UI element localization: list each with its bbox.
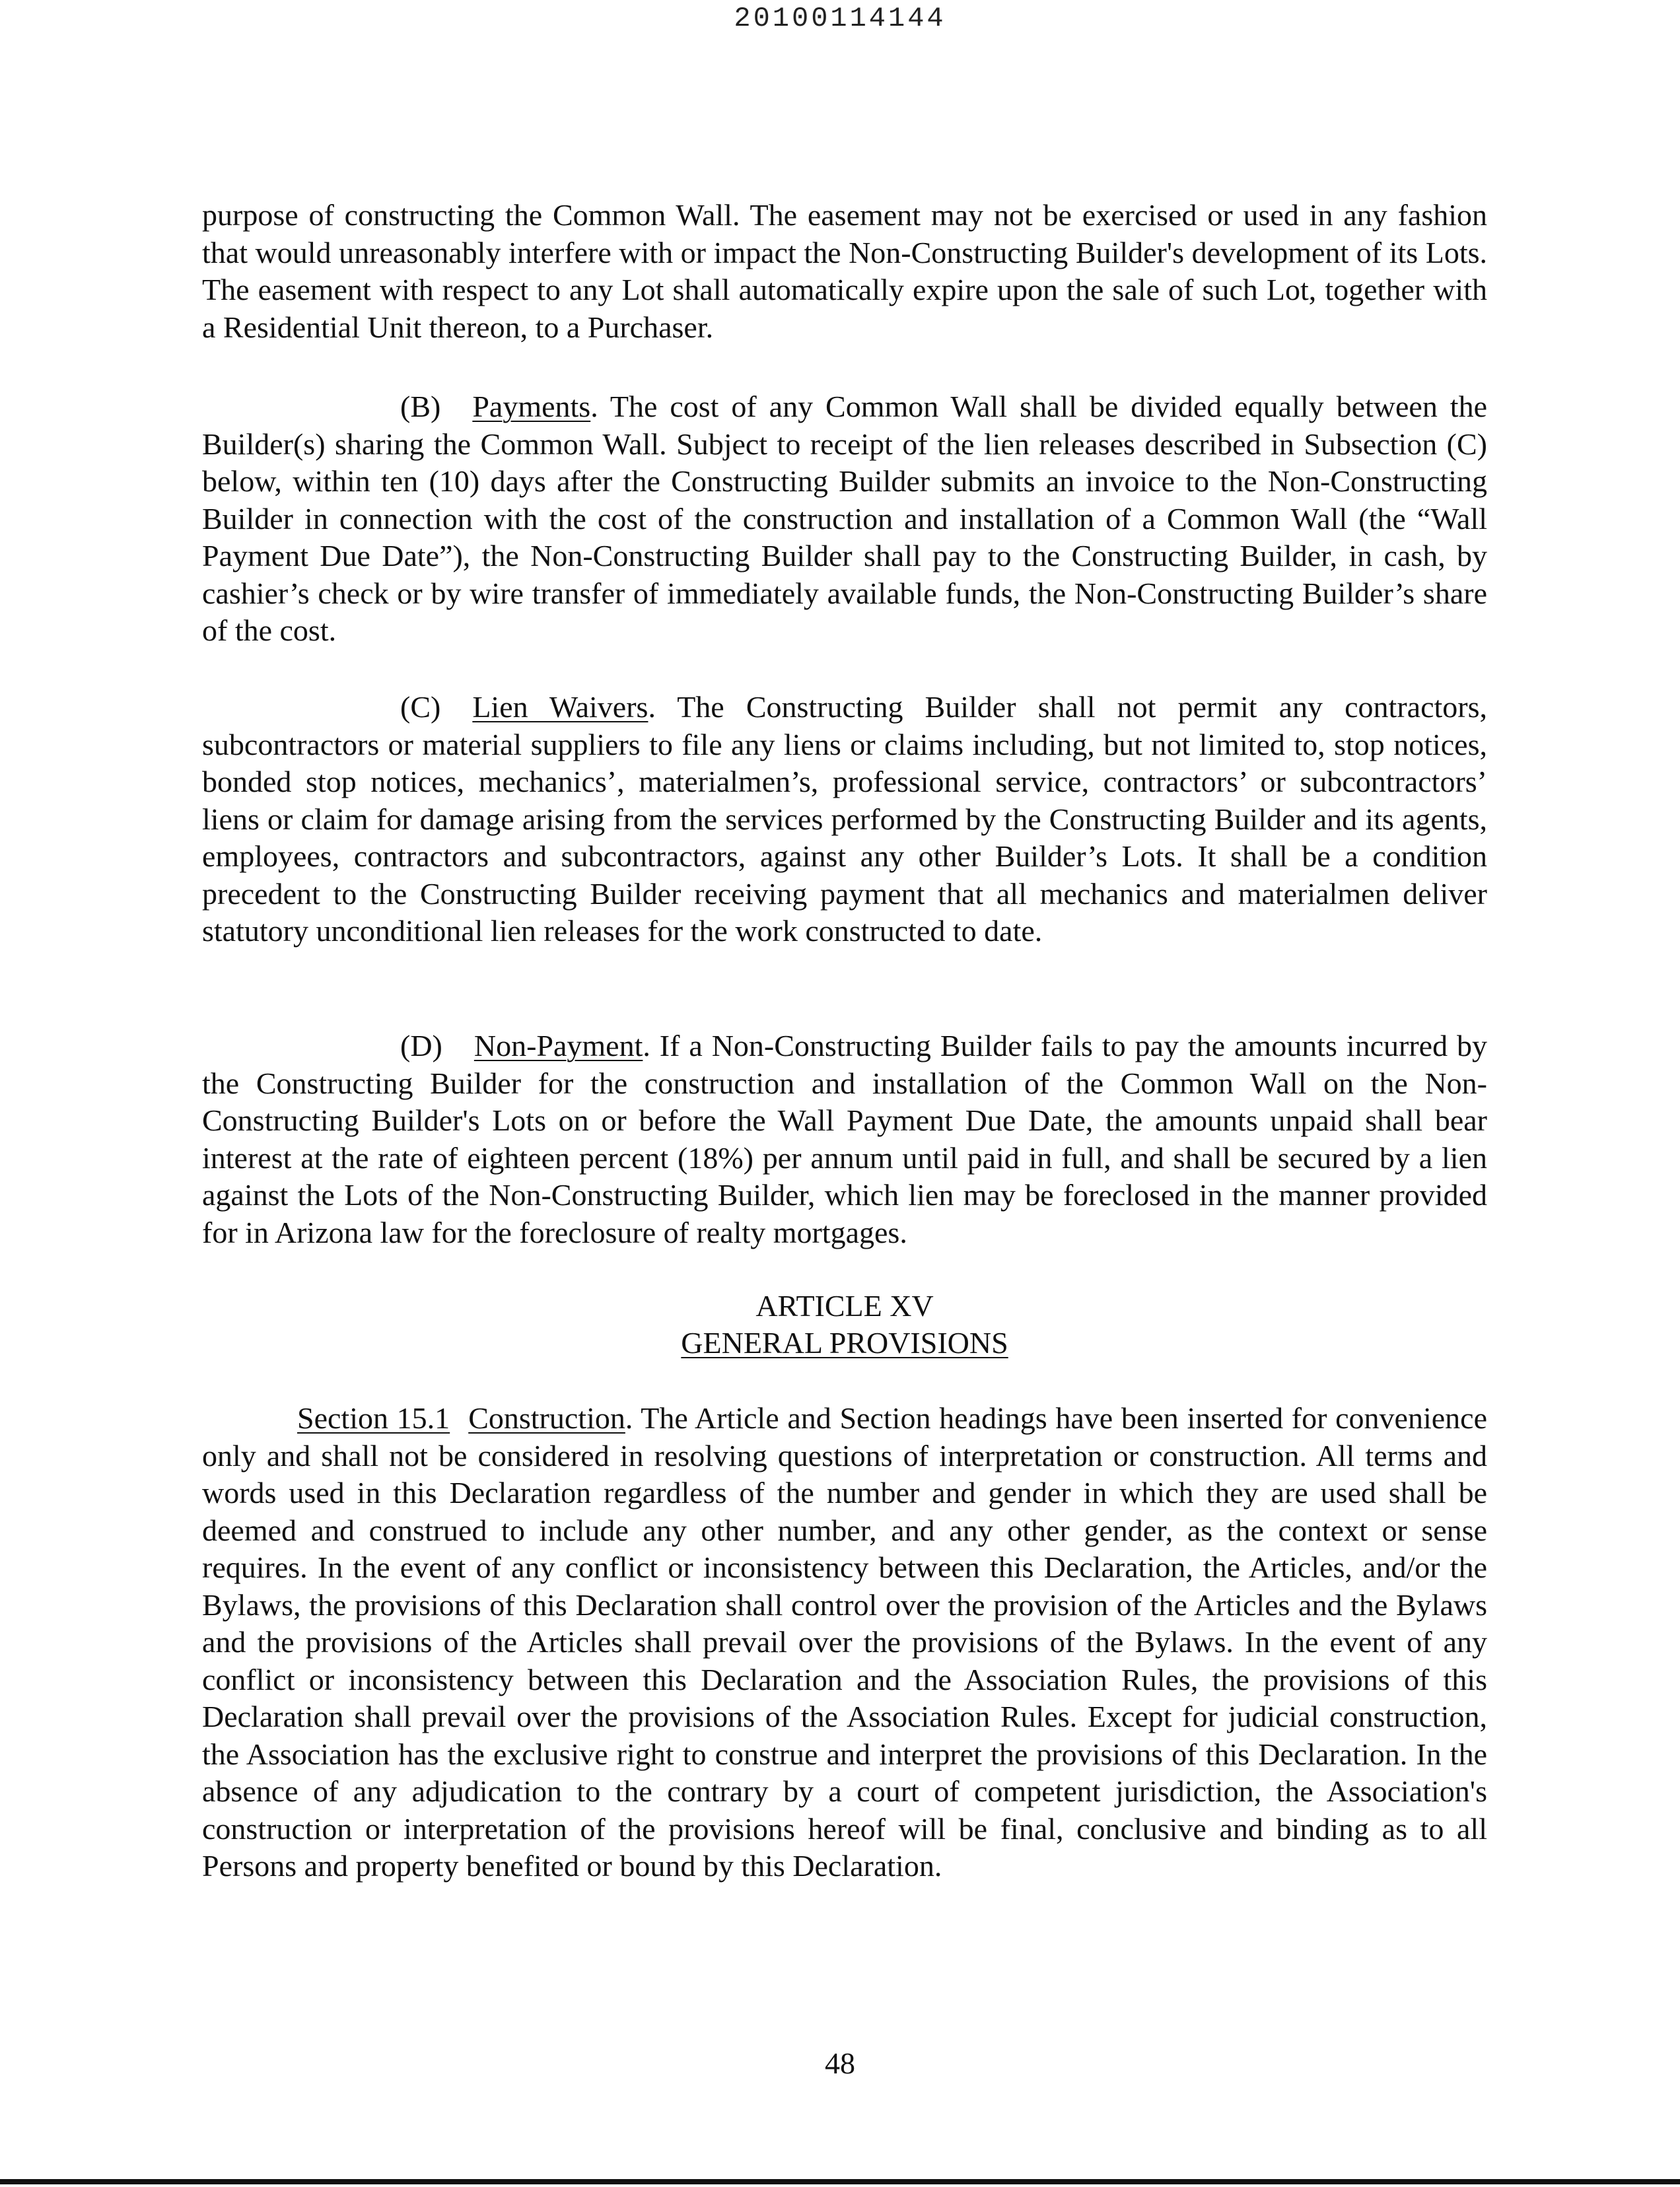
subsection-c-title: Lien Waivers xyxy=(472,690,648,724)
article-title: GENERAL PROVISIONS xyxy=(681,1326,1008,1360)
subsection-d-title: Non-Payment xyxy=(473,1029,643,1062)
subsection-c-label: (C) xyxy=(400,690,441,724)
section-15-1 xyxy=(202,1400,1487,1885)
subsection-b-text: . The cost of any Common Wall shall be divided equally between the Builder(s) sharing the Common Wall. Subject to receipt of the lien releases described in Subsection (C) below, within ten (10) days after the Constructing Builder submits an invoice to the Non-Constructing Builder in connection with the cost of the construction and installation of a Common Wall (the “Wall Payment Due Date”), the Non-Constructing Builder shall pay to the Constructing Builder, in cash, by cashier’s check or by wire transfer of immediately available funds, the Non-Constructing Builder’s share of the cost. xyxy=(202,390,1487,647)
subsection-d-label: (D) xyxy=(400,1029,442,1062)
document-number: 20100114144 xyxy=(734,3,946,34)
paragraph-intro: purpose of constructing the Common Wall. The easement may not be exercised or used in any fashion that would unreasonably interfere with or impact the Non-Constructing Builder's development of its Lots. The easement with respect to any Lot shall automatically expire upon the sale of such Lot, together with a Residential Unit thereon, to a Purchaser. xyxy=(202,198,1487,344)
article-heading xyxy=(202,1288,1487,1362)
subsection-c xyxy=(202,689,1487,950)
section-title: Construction xyxy=(468,1401,625,1435)
page-number: 48 xyxy=(825,2046,855,2080)
bottom-rule xyxy=(0,2179,1680,2184)
subsection-b-title: Payments xyxy=(472,390,591,423)
section-text: . The Article and Section headings have been inserted for convenience only and shall not be considered in resolving questions of interpretation or construction. All terms and words used in this Declaration regardless of the number and gender in which they are used shall be deemed and construed to include any other number, and any other gender, as the context or sense requires. In the event of any conflict or inconsistency between this Declaration, the Articles, and/or the Bylaws, the provisions of this Declaration shall control over the provision of the Articles and the Bylaws and the provisions of the Articles shall prevail over the provisions of the Bylaws. In the event of any conflict or inconsistency between this Declaration and the Association Rules, the provisions of this Declaration shall prevail over the provisions of the Association Rules. Except for judicial construction, the Association has the exclusive right to construe and interpret the provisions of this Declaration. In the absence of any adjudication to the contrary by a court of competent jurisdiction, the Association's construction or interpretation of the provisions hereof will be final, conclusive and binding as to all Persons and property benefited or bound by this Declaration. xyxy=(202,1401,1487,1883)
subsection-b-label: (B) xyxy=(400,390,441,423)
subsection-d-text: . If a Non-Constructing Builder fails to pay the amounts incurred by the Constructing Builder for the construction and installation of the Common Wall on the Non-Constructing Builder's Lots on or before the Wall Payment Due Date, the amounts unpaid shall bear interest at the rate of eighteen percent (18%) per annum until paid in full, and shall be secured by a lien against the Lots of the Non-Constructing Builder, which lien may be foreclosed in the manner provided for in Arizona law for the foreclosure of realty mortgages. xyxy=(202,1029,1487,1249)
section-number: Section 15.1 xyxy=(297,1401,450,1435)
subsection-b xyxy=(202,388,1487,650)
subsection-d xyxy=(202,1027,1487,1251)
article-number: ARTICLE XV xyxy=(755,1289,934,1323)
subsection-c-text: . The Constructing Builder shall not permit any contractors, subcontractors or material suppliers to file any liens or claims including, but not limited to, stop notices, bonded stop notices, mechanics’, materialmen’s, professional service, contractors’ or subcontractors’ liens or claim for damage arising from the services performed by the Constructing Builder and its agents, employees, contractors and subcontractors, against any other Builder’s Lots. It shall be a condition precedent to the Constructing Builder receiving payment that all mechanics and materialmen deliver statutory unconditional lien releases for the work constructed to date. xyxy=(202,690,1487,948)
